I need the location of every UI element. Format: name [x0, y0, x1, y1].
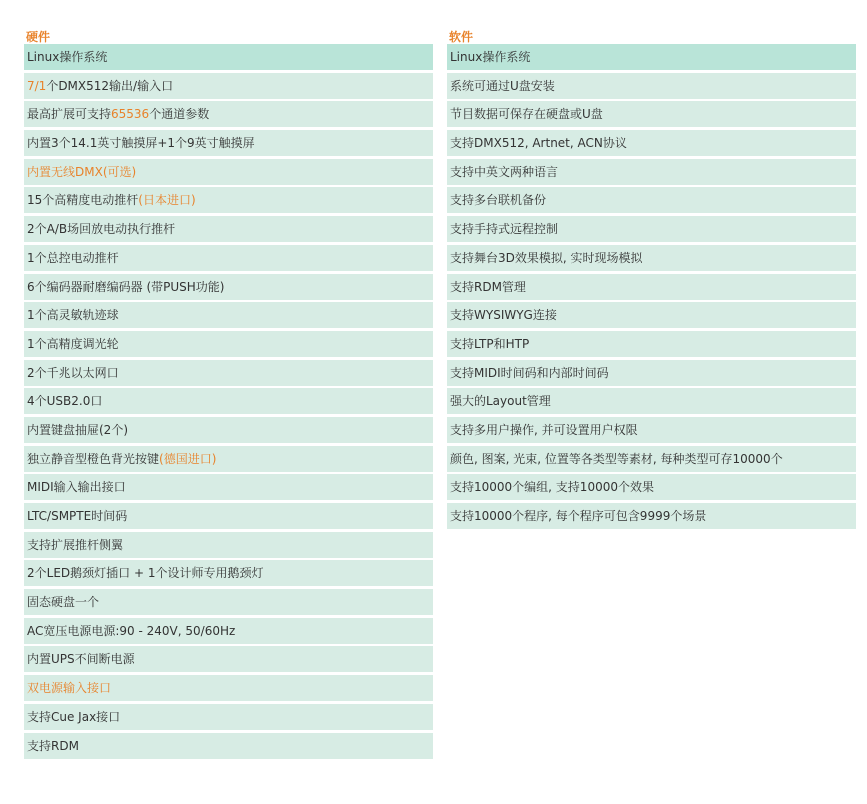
software-section — [447, 30, 856, 532]
item-text: Linux操作系统 — [27, 50, 108, 64]
highlight-text: 7/1 — [27, 78, 47, 93]
list-item — [447, 388, 856, 414]
item-text: 4个USB2.0口 — [27, 394, 103, 409]
item-text: 内置键盘抽屉(2个) — [27, 422, 128, 437]
list-item — [24, 733, 433, 759]
list-item — [24, 44, 433, 70]
item-text: 支持多用户操作, 并可设置用户权限 — [450, 422, 638, 437]
item-text: 支持RDM管理 — [450, 279, 526, 294]
item-text: 支持舞台3D效果模拟, 实时现场模拟 — [450, 250, 643, 265]
item-text: 支持RDM — [27, 738, 79, 753]
list-item — [447, 73, 856, 99]
item-text: 支持LTP和HTP — [450, 336, 530, 351]
list-item — [447, 187, 856, 213]
list-item — [24, 331, 433, 357]
list-item — [447, 474, 856, 500]
item-text: 支持MIDI时间码和内部时间码 — [450, 365, 609, 380]
item-text: 支持10000个程序, 每个程序可包含9999个场景 — [450, 509, 707, 523]
list-item — [24, 101, 433, 127]
item-text: 颜色, 图案, 光束, 位置等各类型等素材, 每种类型可存10000个 — [450, 451, 783, 466]
software-title: 软件 — [449, 30, 474, 44]
highlight-text: 双电源输入接口 — [27, 681, 112, 696]
highlight-text: 内置无线DMX(可选) — [27, 164, 137, 179]
highlight-text: 65536 — [111, 107, 150, 122]
list-item — [24, 589, 433, 615]
list-item — [447, 503, 856, 529]
item-text: 1个高精度调光轮 — [27, 336, 119, 351]
item-text: 系统可通过U盘安装 — [450, 78, 555, 93]
item-text: MIDI输入输出接口 — [27, 480, 126, 495]
hardware-title: 硬件 — [26, 30, 51, 44]
software-list — [447, 44, 856, 529]
list-item — [24, 675, 433, 701]
list-item — [24, 417, 433, 443]
highlight-text: (德国进口) — [159, 451, 217, 466]
item-text: 固态硬盘一个 — [27, 595, 100, 610]
list-item — [447, 417, 856, 443]
item-text: 节目数据可保存在硬盘或U盘 — [450, 107, 603, 122]
list-item — [24, 474, 433, 500]
hardware-list — [24, 44, 433, 759]
item-text: 内置UPS不间断电源 — [27, 652, 135, 667]
highlight-text: (日本进口) — [138, 193, 196, 208]
list-item — [24, 216, 433, 242]
item-text: 2个A/B场回放电动执行推杆 — [27, 222, 176, 237]
item-text: 15个高精度电动推杆 — [27, 193, 139, 208]
item-text: 独立静音型橙色背光按键 — [27, 451, 160, 466]
list-item — [24, 159, 433, 185]
list-item — [447, 130, 856, 156]
item-text: 支持Cue Jax接口 — [27, 709, 121, 724]
list-item — [447, 446, 856, 472]
list-item — [447, 44, 856, 70]
list-item — [24, 503, 433, 529]
item-text: 支持多台联机备份 — [450, 193, 547, 208]
item-text: 内置3个14.1英寸触摸屏+1个9英寸触摸屏 — [27, 136, 255, 151]
hardware-section — [24, 30, 433, 761]
item-text: 2个千兆以太网口 — [27, 365, 119, 380]
list-item — [24, 302, 433, 328]
list-item — [24, 360, 433, 386]
list-item — [447, 302, 856, 328]
list-item — [24, 187, 433, 213]
list-item — [24, 446, 433, 472]
item-text: 强大的Layout管理 — [450, 394, 551, 409]
list-item — [24, 130, 433, 156]
list-item — [447, 245, 856, 271]
list-item — [24, 646, 433, 672]
list-item — [24, 618, 433, 644]
list-item — [447, 360, 856, 386]
list-item — [24, 73, 433, 99]
item-text: 2个LED鹅颈灯插口 + 1个设计师专用鹅颈灯 — [27, 566, 264, 581]
item-text: 个DMX512输出/输入口 — [46, 78, 174, 93]
item-text: 支持10000个编组, 支持10000个效果 — [450, 480, 654, 495]
item-text: 支持WYSIWYG连接 — [450, 308, 557, 323]
item-text: 支持手持式远程控制 — [450, 222, 559, 237]
list-item — [447, 274, 856, 300]
list-item — [447, 216, 856, 242]
item-text: 6个编码器耐磨编码器 (带PUSH功能) — [27, 279, 225, 294]
list-item — [24, 388, 433, 414]
list-item — [24, 532, 433, 558]
list-item — [24, 274, 433, 300]
list-item — [24, 560, 433, 586]
list-item — [447, 159, 856, 185]
list-item — [24, 245, 433, 271]
item-text: 1个总控电动推杆 — [27, 250, 119, 265]
list-item — [24, 704, 433, 730]
item-text: 支持扩展推杆侧翼 — [27, 537, 124, 552]
item-text: AC宽压电源电源:90 - 240V, 50/60Hz — [27, 623, 236, 638]
item-text: Linux操作系统 — [450, 50, 531, 64]
list-item — [447, 101, 856, 127]
item-text: 支持DMX512, Artnet, ACN协议 — [450, 136, 627, 151]
item-text: 1个高灵敏轨迹球 — [27, 308, 119, 323]
item-text: 最高扩展可支持 — [27, 107, 112, 122]
item-text: 个通道参数 — [149, 107, 210, 122]
item-text: LTC/SMPTE时间码 — [27, 509, 128, 523]
list-item — [447, 331, 856, 357]
item-text: 支持中英文两种语言 — [450, 164, 559, 179]
